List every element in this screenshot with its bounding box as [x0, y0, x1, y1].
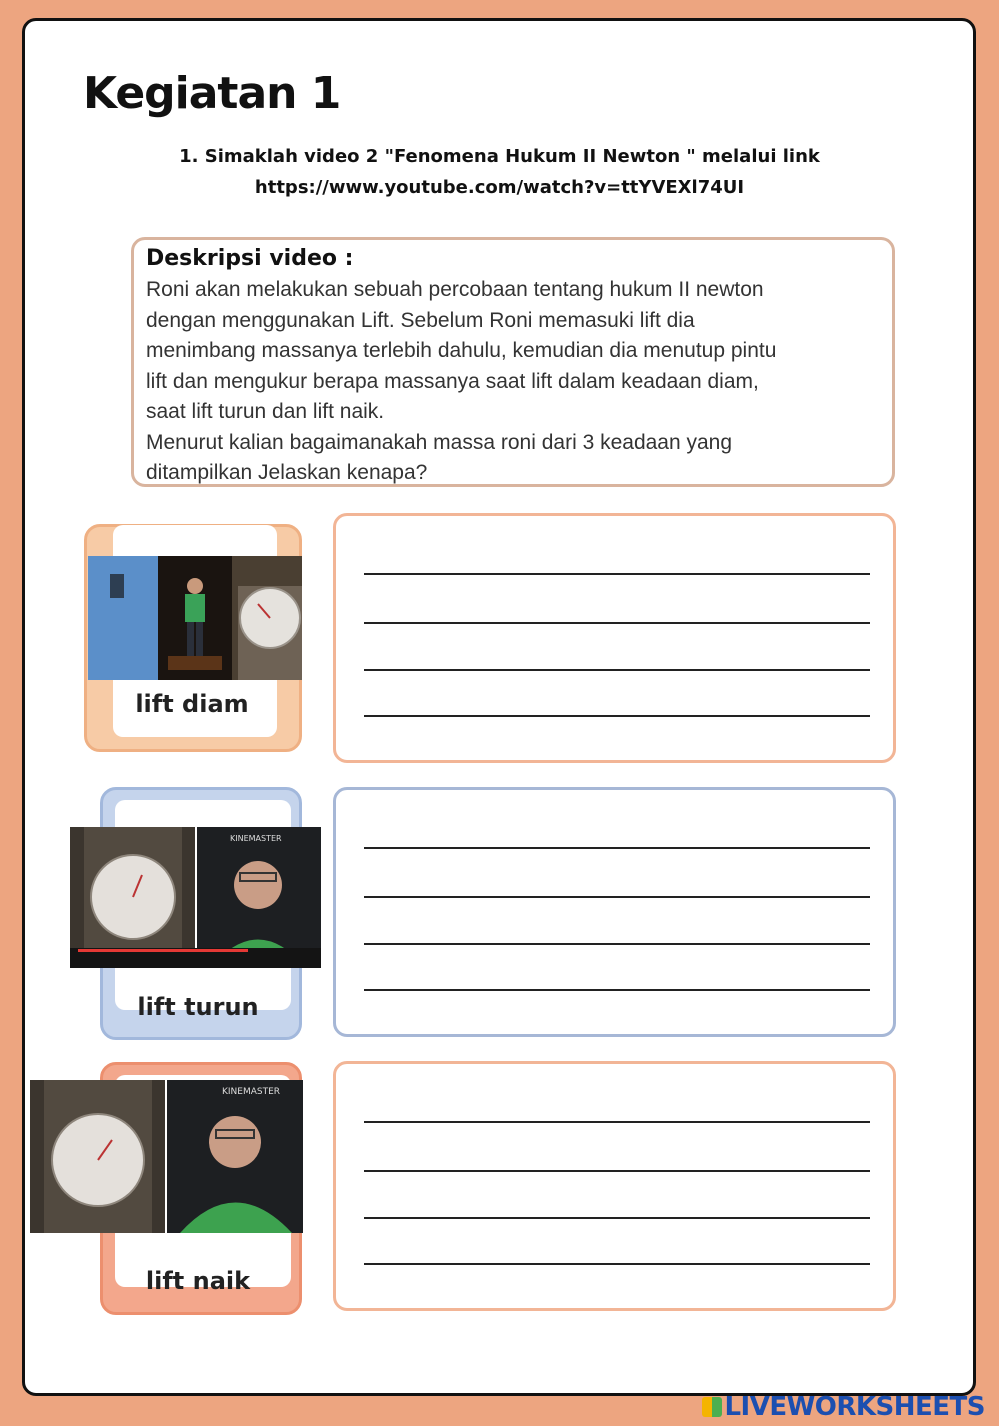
answer-line[interactable]	[364, 573, 870, 575]
answer-line[interactable]	[364, 989, 870, 991]
watermark-text: KINEMASTER	[230, 834, 282, 843]
answer-line[interactable]	[364, 622, 870, 624]
card-label: lift turun	[137, 993, 259, 1021]
logo-icon	[702, 1397, 722, 1417]
answer-line[interactable]	[364, 669, 870, 671]
liveworksheets-logo[interactable]	[702, 1392, 985, 1422]
answer-line[interactable]	[364, 847, 870, 849]
page-title: Kegiatan 1	[83, 68, 341, 119]
answer-line[interactable]	[364, 896, 870, 898]
logo-text: LIVEWORKSHEETS	[724, 1392, 985, 1422]
answer-line[interactable]	[364, 943, 870, 945]
answer-box-turun[interactable]	[333, 787, 896, 1037]
lift-turun-photo	[70, 827, 321, 968]
answer-line[interactable]	[364, 1170, 870, 1172]
answer-line[interactable]	[364, 1121, 870, 1123]
lift-diam-photo	[88, 556, 302, 680]
answer-line[interactable]	[364, 1263, 870, 1265]
answer-line[interactable]	[364, 1217, 870, 1219]
card-label: lift naik	[145, 1267, 251, 1295]
description-heading: Deskripsi video :	[146, 246, 354, 271]
answer-box-naik[interactable]	[333, 1061, 896, 1311]
answer-box-diam[interactable]	[333, 513, 896, 763]
watermark-text: KINEMASTER	[222, 1087, 281, 1097]
video-link[interactable]: https://www.youtube.com/watch?v=ttYVEXl74UI	[254, 177, 745, 198]
lift-naik-photo	[30, 1080, 303, 1233]
answer-line[interactable]	[364, 715, 870, 717]
description-box	[131, 237, 895, 487]
description-text: Roni akan melakukan sebuah percobaan tentang hukum II newton dengan menggunakan Lift. Sebelum Roni memasuki lift dia menimbang massanya terlebih dahulu, kemudian dia menutup pintu lift dan mengukur berapa massanya saat lift dalam keadaan diam, saat lift turun dan lift naik. Menurut kalian bagaimanakah massa roni dari 3 keadaan yang ditampilkan Jelaskan kenapa?	[146, 278, 777, 484]
card-label: lift diam	[135, 690, 249, 718]
instruction-text: 1. Simaklah video 2 "Fenomena Hukum II Newton " melalui link	[179, 146, 820, 167]
